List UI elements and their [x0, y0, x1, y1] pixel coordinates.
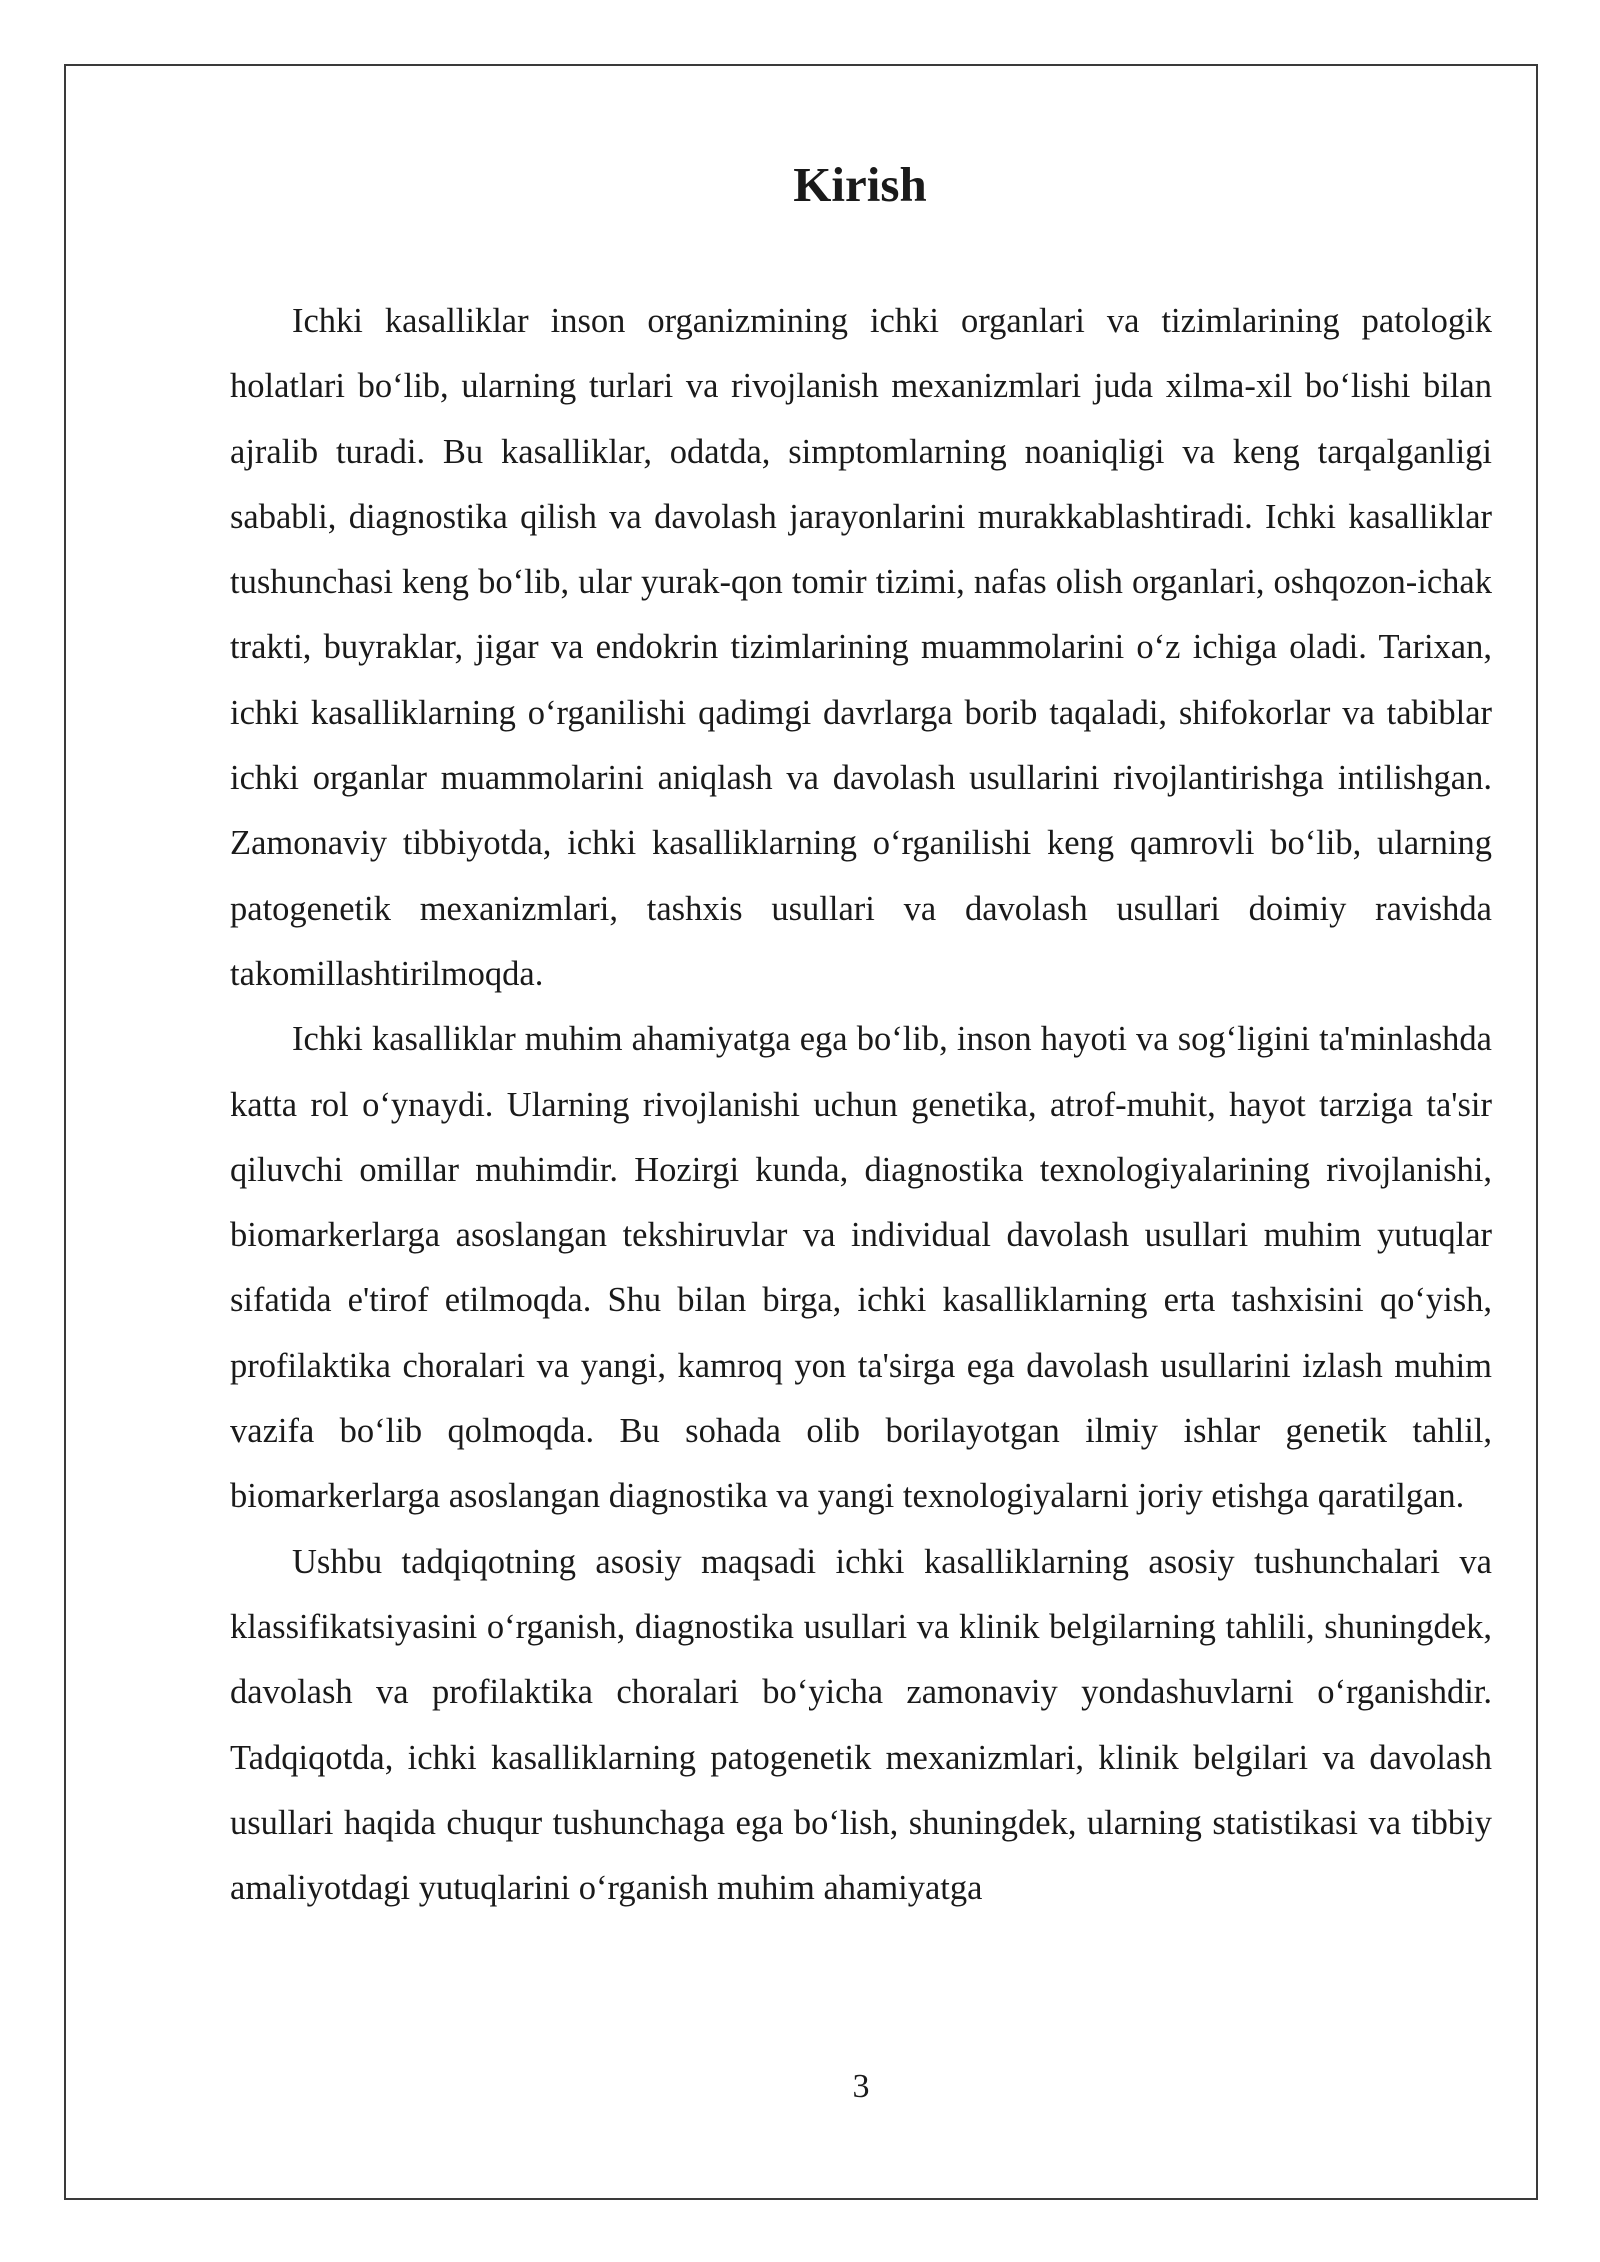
paragraph-2: Ichki kasalliklar muhim ahamiyatga ega bo‘lib, inson hayoti va sog‘ligini ta'minlashda katta rol o‘ynaydi. Ularning rivojlanishi uchun genetika, atrof-muhit, hayot tarziga ta'sir qiluvchi omillar muhimdir. Hozirgi kunda, diagnostika texnologiyalarining rivojlanishi, biomarkerlarga asoslangan tekshiruvlar va individual davolash usullari muhim yutuqlar sifatida e'tirof etilmoqda. Shu bilan birga, ichki kasalliklarning erta tashxisini qo‘yish, profilaktika choralari va yangi, kamroq yon ta'sirga ega davolash usullarini izlash muhim vazifa bo‘lib qolmoqda. Bu sohada olib borilayotgan ilmiy ishlar genetik tahlil, biomarkerlarga asoslangan diagnostika va yangi texnologiyalarni joriy etishga qaratilgan.	[230, 1020, 1492, 1516]
page-title: Kirish	[793, 157, 927, 212]
page-number: 3	[852, 2068, 870, 2105]
body-text	[230, 289, 1492, 1921]
paragraph-1: Ichki kasalliklar inson organizmining ichki organlari va tizimlarining patologik holatlari bo‘lib, ularning turlari va rivojlanish mexanizmlari juda xilma-xil bo‘lishi bilan ajralib turadi. Bu kasalliklar, odatda, simptomlarning noaniqligi va keng tarqalganligi sababli, diagnostika qilish va davolash jarayonlarini murakkablashtiradi. Ichki kasalliklar tushunchasi keng bo‘lib, ular yurak-qon tomir tizimi, nafas olish organlari, oshqozon-ichak trakti, buyraklar, jigar va endokrin tizimlarining muammolarini o‘z ichiga oladi. Tarixan, ichki kasalliklarning o‘rganilishi qadimgi davrlarga borib taqaladi, shifokorlar va tabiblar ichki organlar muammolarini aniqlash va davolash usullarini rivojlantirishga intilishgan. Zamonaviy tibbiyotda, ichki kasalliklarning o‘rganilishi keng qamrovli bo‘lib, ularning patogenetik mexanizmlari, tashxis usullari va davolash usullari doimiy ravishda takomillashtirilmoqda.	[230, 302, 1492, 993]
paragraph-3: Ushbu tadqiqotning asosiy maqsadi ichki kasalliklarning asosiy tushunchalari va klassifikatsiyasini o‘rganish, diagnostika usullari va klinik belgilarning tahlili, shuningdek, davolash va profilaktika choralari bo‘yicha zamonaviy yondashuvlarni o‘rganishdir. Tadqiqotda, ichki kasalliklarning patogenetik mexanizmlari, klinik belgilari va davolash usullari haqida chuqur tushunchaga ega bo‘lish, shuningdek, ularning statistikasi va tibbiy amaliyotdagi yutuqlarini o‘rganish muhim ahamiyatga	[230, 1542, 1492, 1908]
